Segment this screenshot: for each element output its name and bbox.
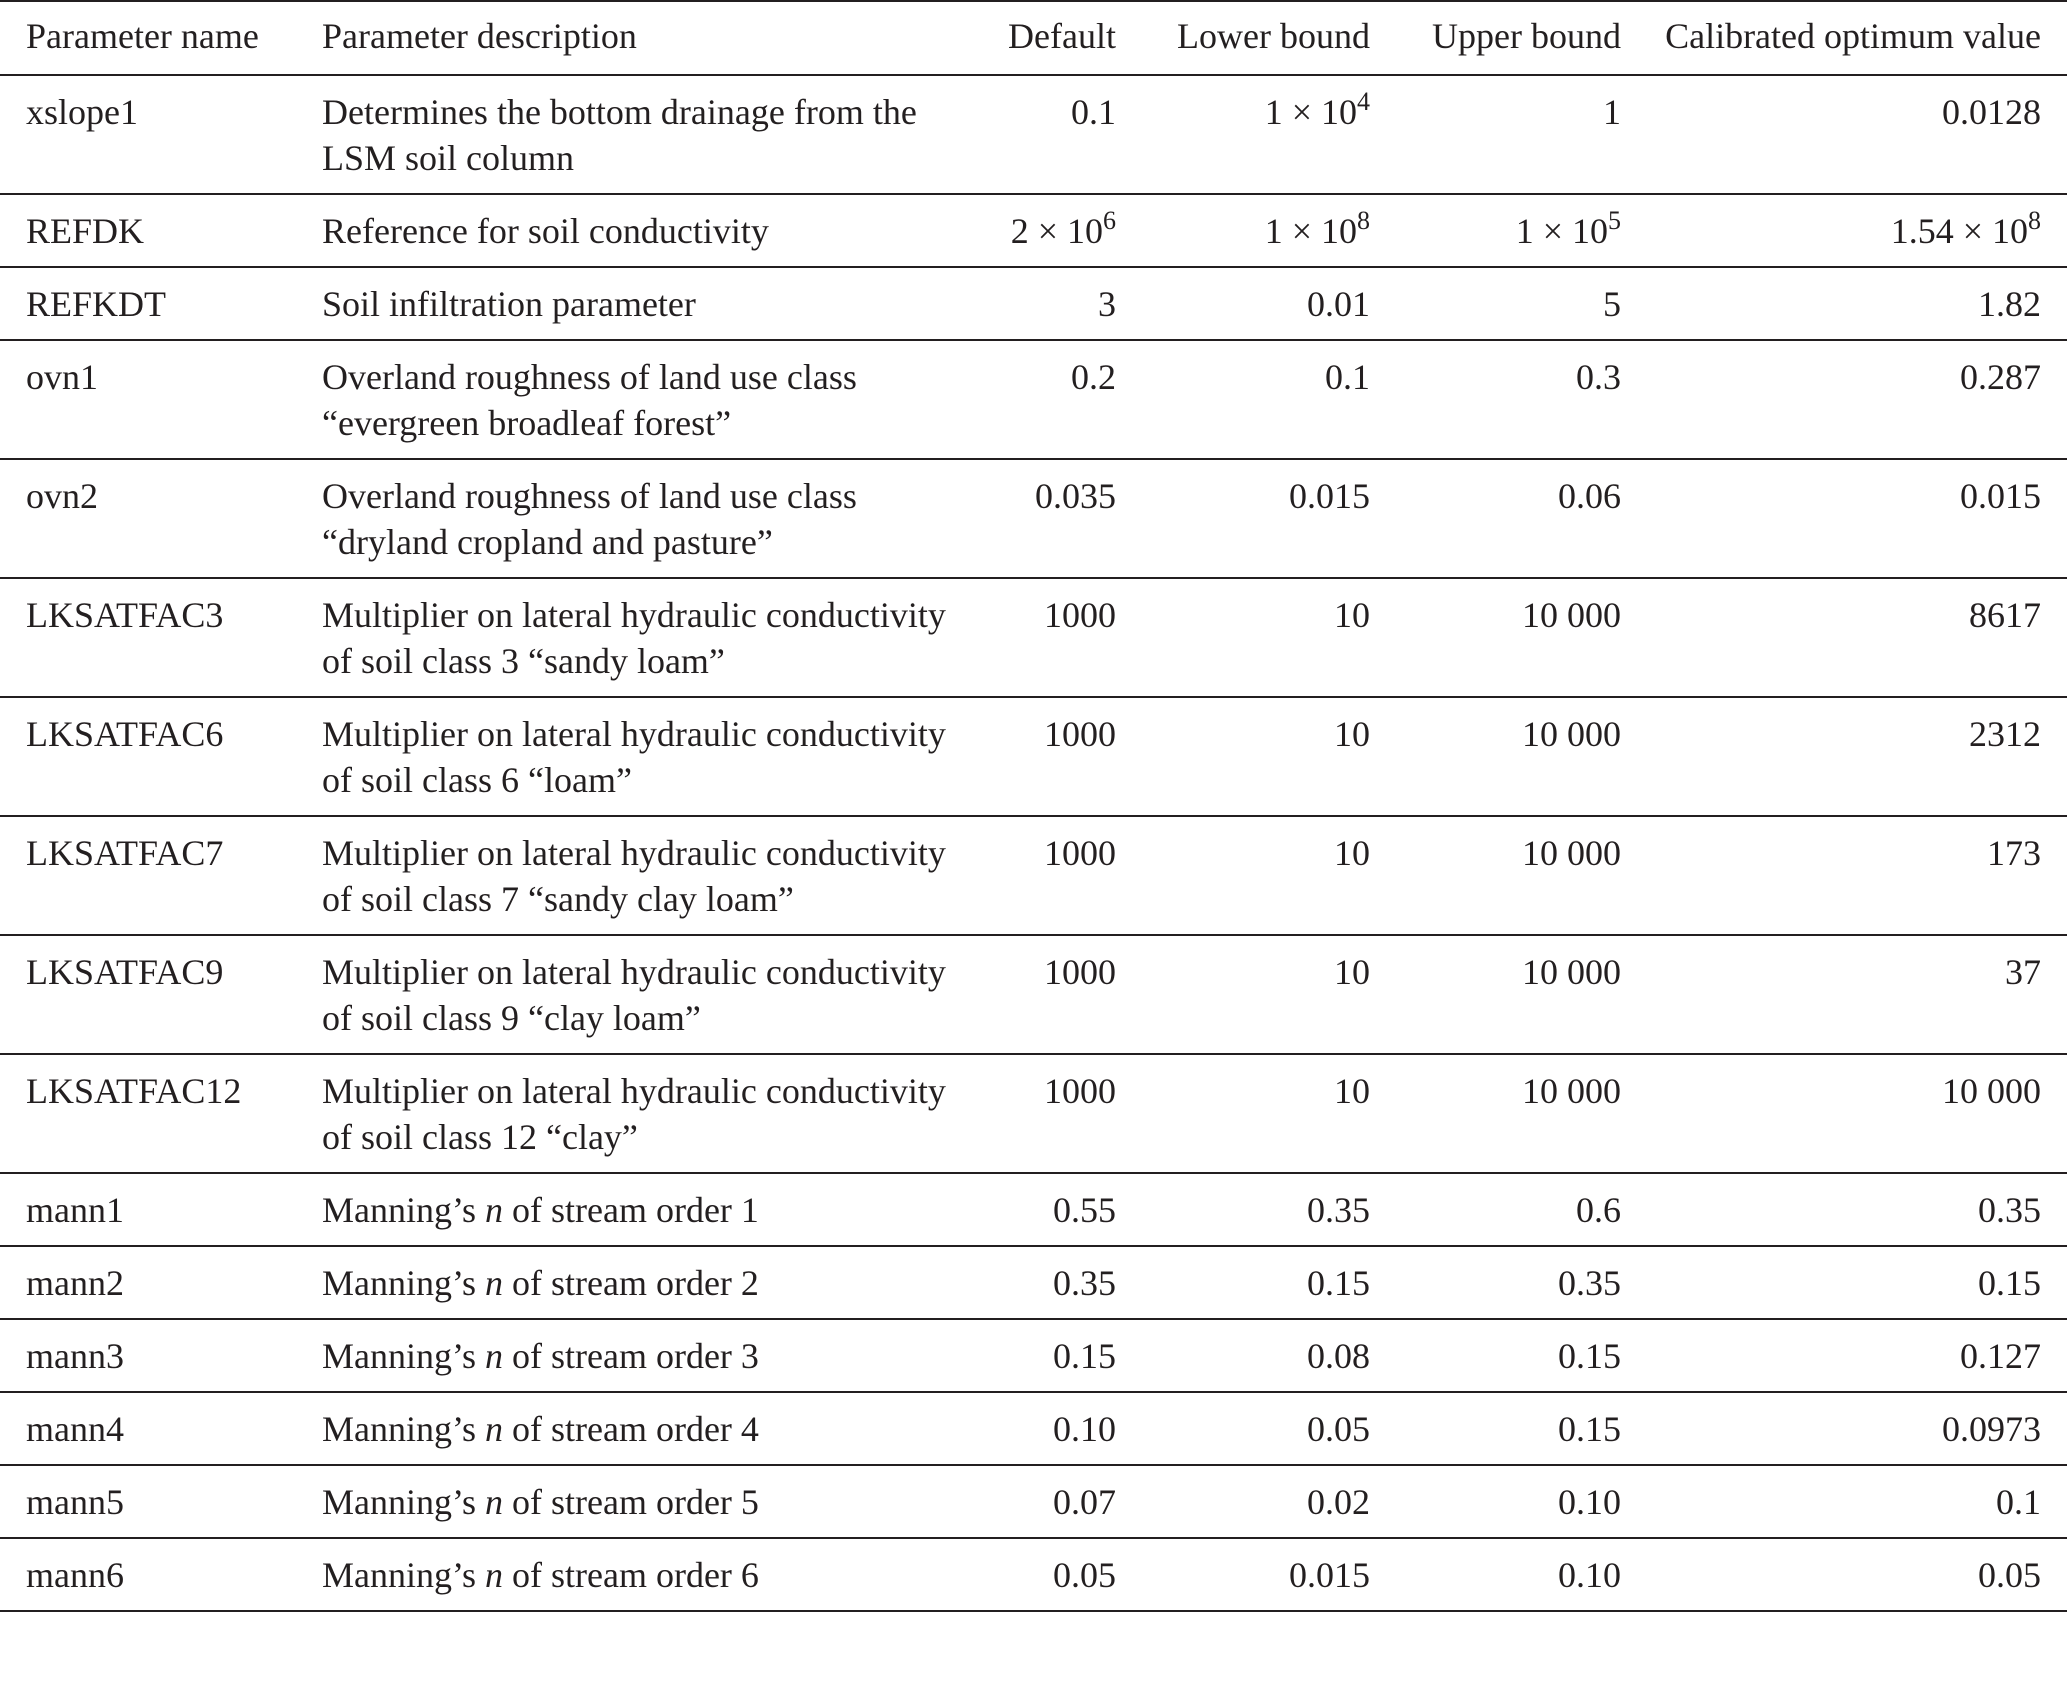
cell-default: 1000 xyxy=(1044,714,1116,754)
cell-upper-bound: 10 000 xyxy=(1522,595,1621,635)
table-row xyxy=(0,194,2067,267)
cell-optimum: 0.015 xyxy=(1960,476,2041,516)
cell-lower-bound: 0.1 xyxy=(1325,357,1370,397)
cell-description: Multiplier on lateral hydraulic conductivity of soil class 12 “clay” xyxy=(322,1071,946,1157)
cell-description: Manning’s n of stream order 2 xyxy=(322,1263,759,1303)
cell-optimum: 0.1 xyxy=(1996,1482,2041,1522)
table-row xyxy=(0,1538,2067,1611)
cell-description: Manning’s n of stream order 4 xyxy=(322,1409,759,1449)
header-lower-bound: Lower bound xyxy=(1177,16,1370,56)
table-row xyxy=(0,935,2067,1054)
cell-optimum: 2312 xyxy=(1969,714,2041,754)
cell-name: mann1 xyxy=(26,1190,124,1230)
header-default: Default xyxy=(1008,16,1116,56)
cell-lower-bound: 10 xyxy=(1334,595,1370,635)
cell-upper-bound: 1 xyxy=(1603,92,1621,132)
cell-optimum: 10 000 xyxy=(1942,1071,2041,1111)
cell-lower-bound: 0.015 xyxy=(1289,1555,1370,1595)
table-row xyxy=(0,1246,2067,1319)
cell-default: $2 \times 10^6$ xyxy=(1010,206,1116,251)
table-row xyxy=(0,459,2067,578)
cell-optimum: 1.82 xyxy=(1978,284,2041,324)
table-row xyxy=(0,1319,2067,1392)
cell-lower-bound: 0.15 xyxy=(1307,1263,1370,1303)
cell-upper-bound: 0.35 xyxy=(1558,1263,1621,1303)
cell-description: Manning’s n of stream order 3 xyxy=(322,1336,759,1376)
cell-optimum: 0.0973 xyxy=(1942,1409,2041,1449)
cell-upper-bound: 0.15 xyxy=(1558,1409,1621,1449)
cell-upper-bound: 10 000 xyxy=(1522,952,1621,992)
table-row xyxy=(0,1392,2067,1465)
cell-upper-bound: 5 xyxy=(1603,284,1621,324)
cell-description: Multiplier on lateral hydraulic conductivity of soil class 9 “clay loam” xyxy=(322,952,946,1038)
cell-name: mann3 xyxy=(26,1336,124,1376)
cell-lower-bound: 0.05 xyxy=(1307,1409,1370,1449)
cell-upper-bound: 10 000 xyxy=(1522,833,1621,873)
cell-optimum: 0.15 xyxy=(1978,1263,2041,1303)
cell-lower-bound: 10 xyxy=(1334,952,1370,992)
cell-description: Overland roughness of land use class “dryland cropland and pasture” xyxy=(322,476,857,562)
cell-name: LKSATFAC3 xyxy=(26,595,224,635)
table-row xyxy=(0,578,2067,697)
cell-lower-bound: 0.35 xyxy=(1307,1190,1370,1230)
header-upper-bound: Upper bound xyxy=(1432,16,1621,56)
cell-lower-bound: 10 xyxy=(1334,714,1370,754)
cell-default: 1000 xyxy=(1044,833,1116,873)
cell-name: xslope1 xyxy=(26,92,138,132)
cell-name: mann2 xyxy=(26,1263,124,1303)
cell-description: Manning’s n of stream order 5 xyxy=(322,1482,759,1522)
cell-optimum: 0.35 xyxy=(1978,1190,2041,1230)
table-header-row xyxy=(0,1,2067,75)
cell-name: LKSATFAC7 xyxy=(26,833,224,873)
cell-default: 1000 xyxy=(1044,1071,1116,1111)
cell-description: Overland roughness of land use class “evergreen broadleaf forest” xyxy=(322,357,857,443)
cell-default: 0.07 xyxy=(1053,1482,1116,1522)
cell-default: 0.15 xyxy=(1053,1336,1116,1376)
cell-default: 0.05 xyxy=(1053,1555,1116,1595)
cell-lower-bound: 0.08 xyxy=(1307,1336,1370,1376)
cell-lower-bound: 10 xyxy=(1334,1071,1370,1111)
cell-description: Manning’s n of stream order 1 xyxy=(322,1190,759,1230)
cell-upper-bound: 10 000 xyxy=(1522,714,1621,754)
cell-upper-bound: 0.6 xyxy=(1576,1190,1621,1230)
cell-upper-bound: 10 000 xyxy=(1522,1071,1621,1111)
cell-name: mann5 xyxy=(26,1482,124,1522)
table-row xyxy=(0,816,2067,935)
cell-default: 0.1 xyxy=(1071,92,1116,132)
cell-optimum: $1.54 \times 10^8$ xyxy=(1890,206,2041,251)
cell-name: mann6 xyxy=(26,1555,124,1595)
cell-optimum: 0.0128 xyxy=(1942,92,2041,132)
cell-upper-bound: 0.15 xyxy=(1558,1336,1621,1376)
cell-lower-bound: $1 \times 10^8$ xyxy=(1264,206,1370,251)
cell-name: REFKDT xyxy=(26,284,167,324)
cell-optimum: 0.05 xyxy=(1978,1555,2041,1595)
cell-default: 0.035 xyxy=(1035,476,1116,516)
cell-lower-bound: 0.01 xyxy=(1307,284,1370,324)
cell-lower-bound: 0.015 xyxy=(1289,476,1370,516)
cell-default: 3 xyxy=(1098,284,1116,324)
cell-upper-bound: 0.10 xyxy=(1558,1555,1621,1595)
cell-name: LKSATFAC12 xyxy=(26,1071,242,1111)
cell-description: Manning’s n of stream order 6 xyxy=(322,1555,759,1595)
table-row xyxy=(0,697,2067,816)
cell-name: LKSATFAC6 xyxy=(26,714,224,754)
cell-name: LKSATFAC9 xyxy=(26,952,224,992)
cell-optimum: 0.287 xyxy=(1960,357,2041,397)
cell-optimum: 8617 xyxy=(1969,595,2041,635)
cell-lower-bound: 0.02 xyxy=(1307,1482,1370,1522)
cell-upper-bound: $1 \times 10^5$ xyxy=(1515,206,1621,251)
cell-lower-bound: 10 xyxy=(1334,833,1370,873)
table-row xyxy=(0,340,2067,459)
cell-name: REFDK xyxy=(26,211,145,251)
cell-description: Reference for soil conductivity xyxy=(322,211,769,251)
cell-lower-bound: $1 \times 10^4$ xyxy=(1264,87,1370,132)
cell-name: ovn1 xyxy=(26,357,98,397)
cell-default: 1000 xyxy=(1044,952,1116,992)
cell-name: mann4 xyxy=(26,1409,124,1449)
cell-description: Multiplier on lateral hydraulic conductivity of soil class 3 “sandy loam” xyxy=(322,595,946,681)
cell-description: Soil infiltration parameter xyxy=(322,284,696,324)
cell-optimum: 37 xyxy=(2005,952,2041,992)
cell-optimum: 173 xyxy=(1987,833,2041,873)
table-row xyxy=(0,75,2067,194)
table-row xyxy=(0,1173,2067,1246)
cell-upper-bound: 0.3 xyxy=(1576,357,1621,397)
cell-default: 1000 xyxy=(1044,595,1116,635)
cell-upper-bound: 0.10 xyxy=(1558,1482,1621,1522)
header-calibrated-optimum: Calibrated optimum value xyxy=(1665,16,2041,56)
header-parameter-name: Parameter name xyxy=(26,16,259,56)
cell-default: 0.2 xyxy=(1071,357,1116,397)
cell-description: Multiplier on lateral hydraulic conductivity of soil class 6 “loam” xyxy=(322,714,946,800)
header-parameter-description: Parameter description xyxy=(322,16,637,56)
cell-default: 0.10 xyxy=(1053,1409,1116,1449)
cell-name: ovn2 xyxy=(26,476,98,516)
cell-default: 0.35 xyxy=(1053,1263,1116,1303)
cell-optimum: 0.127 xyxy=(1960,1336,2041,1376)
cell-description: Determines the bottom drainage from the LSM soil column xyxy=(322,92,917,178)
cell-default: 0.55 xyxy=(1053,1190,1116,1230)
table-row xyxy=(0,1465,2067,1538)
cell-upper-bound: 0.06 xyxy=(1558,476,1621,516)
table-row xyxy=(0,267,2067,340)
cell-description: Multiplier on lateral hydraulic conductivity of soil class 7 “sandy clay loam” xyxy=(322,833,946,919)
table-row xyxy=(0,1054,2067,1173)
